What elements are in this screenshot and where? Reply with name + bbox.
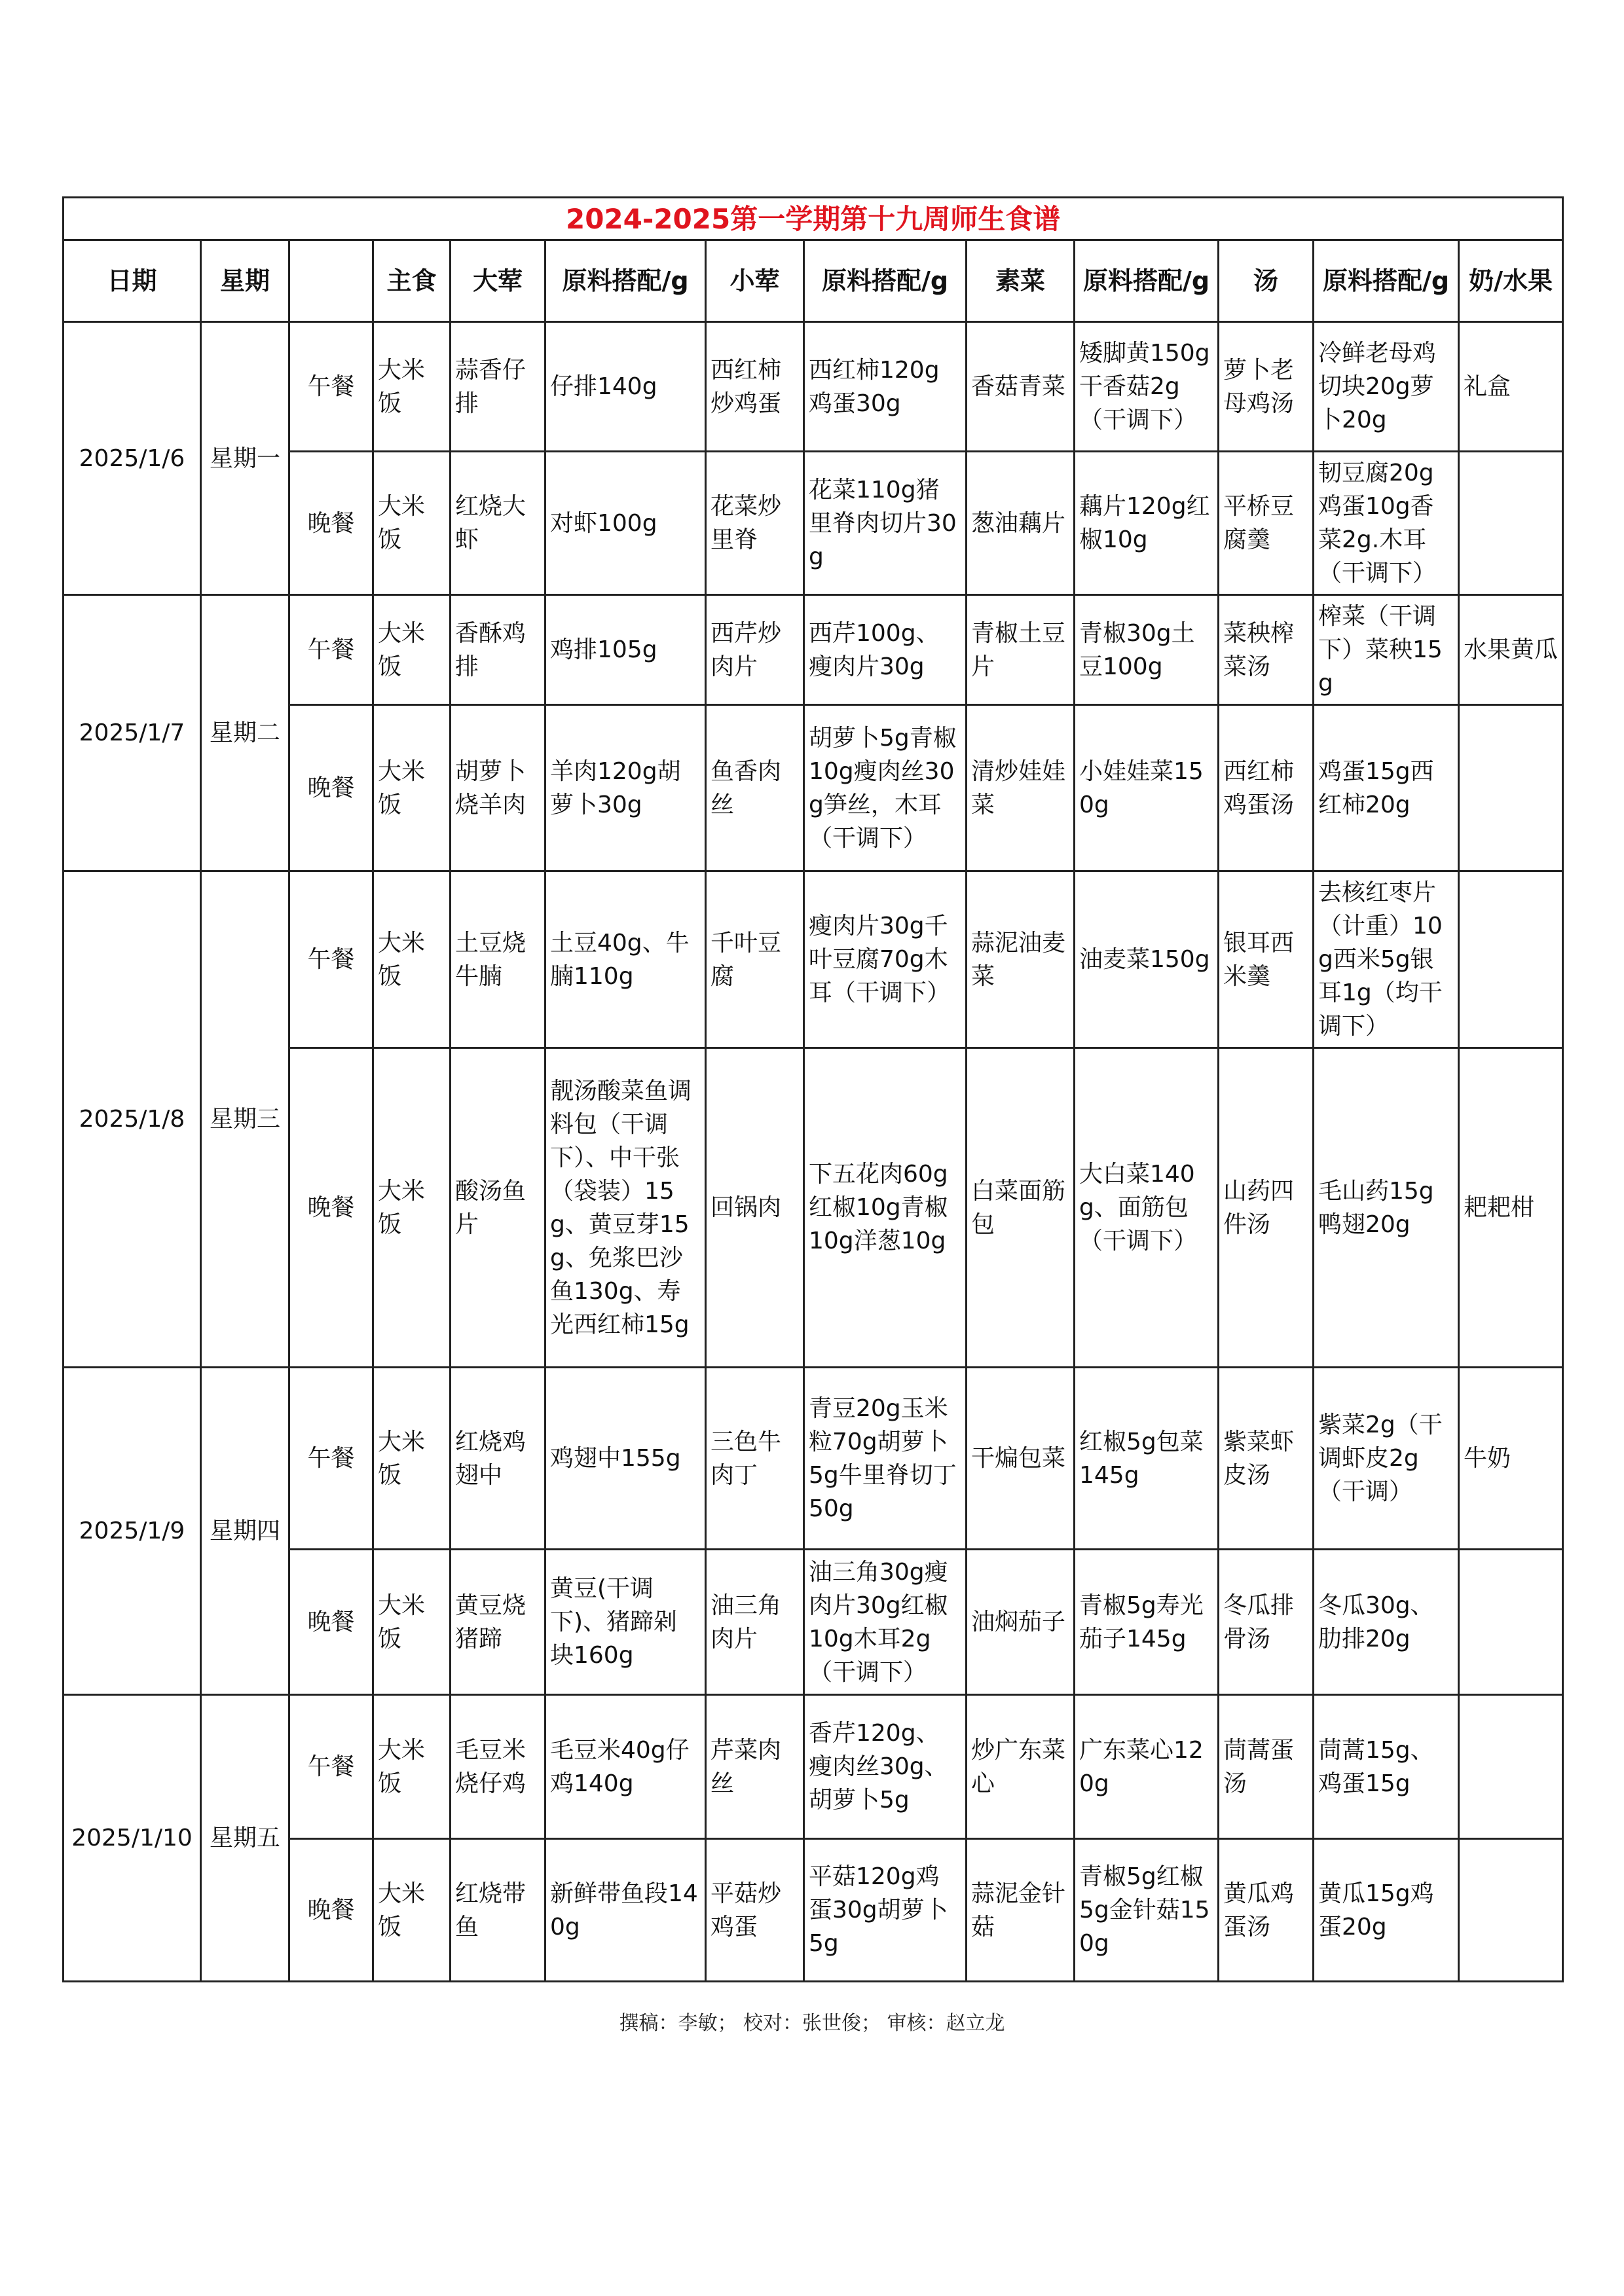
side-dish-cell: 西芹炒肉片 bbox=[706, 595, 804, 705]
header-milk-fruit: 奶/水果 bbox=[1459, 240, 1563, 322]
header-meal bbox=[289, 240, 373, 322]
soup-cell: 冬瓜排骨汤 bbox=[1219, 1550, 1314, 1695]
meal-cell: 午餐 bbox=[289, 595, 373, 705]
meal-cell: 午餐 bbox=[289, 322, 373, 452]
main-dish-cell: 胡萝卜烧羊肉 bbox=[451, 705, 545, 871]
header-date: 日期 bbox=[64, 240, 201, 322]
soup-cell: 平桥豆腐羹 bbox=[1219, 452, 1314, 595]
header-side-ingredients: 原料搭配/g bbox=[804, 240, 967, 322]
meal-cell: 晚餐 bbox=[289, 1550, 373, 1695]
side-dish-cell: 鱼香肉丝 bbox=[706, 705, 804, 871]
header-main-dish: 大荤 bbox=[451, 240, 545, 322]
vegetable-cell: 油焖茄子 bbox=[967, 1550, 1075, 1695]
meal-cell: 晚餐 bbox=[289, 1048, 373, 1368]
date-cell: 2025/1/10 bbox=[64, 1695, 201, 1982]
milk-fruit-cell bbox=[1459, 1550, 1563, 1695]
vegetable-cell: 干煸包菜 bbox=[967, 1368, 1075, 1550]
vegetable-cell: 香菇青菜 bbox=[967, 322, 1075, 452]
main-ingredients-cell: 羊肉120g胡萝卜30g bbox=[545, 705, 706, 871]
side-ingredients-cell: 西芹100g、瘦肉片30g bbox=[804, 595, 967, 705]
page-title: 2024-2025第一学期第十九周师生食谱 bbox=[64, 198, 1563, 240]
date-cell: 2025/1/6 bbox=[64, 322, 201, 595]
main-ingredients-cell: 土豆40g、牛腩110g bbox=[545, 871, 706, 1048]
side-ingredients-cell: 胡萝卜5g青椒10g瘦肉丝30g笋丝，木耳（干调下） bbox=[804, 705, 967, 871]
soup-cell: 山药四件汤 bbox=[1219, 1048, 1314, 1368]
main-ingredients-cell: 鸡排105g bbox=[545, 595, 706, 705]
header-staple: 主食 bbox=[373, 240, 451, 322]
menu-table bbox=[62, 196, 1564, 1982]
vegetable-ingredients-cell: 青椒5g红椒5g金针菇150g bbox=[1075, 1839, 1219, 1982]
side-ingredients-cell: 青豆20g玉米粒70g胡萝卜5g牛里脊切丁50g bbox=[804, 1368, 967, 1550]
main-dish-cell: 酸汤鱼片 bbox=[451, 1048, 545, 1368]
side-dish-cell: 三色牛肉丁 bbox=[706, 1368, 804, 1550]
soup-ingredients-cell: 紫菜2g（干调虾皮2g（干调） bbox=[1314, 1368, 1459, 1550]
header-soup: 汤 bbox=[1219, 240, 1314, 322]
main-ingredients-cell: 黄豆(干调下)、猪蹄剁块160g bbox=[545, 1550, 706, 1695]
staple-cell: 大米饭 bbox=[373, 1839, 451, 1982]
soup-cell: 萝卜老母鸡汤 bbox=[1219, 322, 1314, 452]
staple-cell: 大米饭 bbox=[373, 452, 451, 595]
soup-cell: 银耳西米羹 bbox=[1219, 871, 1314, 1048]
main-dish-cell: 红烧鸡翅中 bbox=[451, 1368, 545, 1550]
milk-fruit-cell bbox=[1459, 1695, 1563, 1839]
main-ingredients-cell: 靓汤酸菜鱼调料包（干调下）、中干张（袋装）15g、黄豆芽15g、免浆巴沙鱼130g、寿光西红柿15g bbox=[545, 1048, 706, 1368]
weekday-cell: 星期五 bbox=[201, 1695, 289, 1982]
meal-cell: 晚餐 bbox=[289, 452, 373, 595]
soup-ingredients-cell: 韧豆腐20g鸡蛋10g香菜2g.木耳（干调下） bbox=[1314, 452, 1459, 595]
vegetable-ingredients-cell: 油麦菜150g bbox=[1075, 871, 1219, 1048]
soup-ingredients-cell: 去核红枣片（计重）10g西米5g银耳1g（均干调下） bbox=[1314, 871, 1459, 1048]
staple-cell: 大米饭 bbox=[373, 1048, 451, 1368]
staple-cell: 大米饭 bbox=[373, 1695, 451, 1839]
soup-cell: 黄瓜鸡蛋汤 bbox=[1219, 1839, 1314, 1982]
meal-cell: 午餐 bbox=[289, 1695, 373, 1839]
staple-cell: 大米饭 bbox=[373, 871, 451, 1048]
main-ingredients-cell: 仔排140g bbox=[545, 322, 706, 452]
main-dish-cell: 蒜香仔排 bbox=[451, 322, 545, 452]
side-ingredients-cell: 瘦肉片30g千叶豆腐70g木耳（干调下） bbox=[804, 871, 967, 1048]
milk-fruit-cell bbox=[1459, 871, 1563, 1048]
vegetable-ingredients-cell: 青椒5g寿光茄子145g bbox=[1075, 1550, 1219, 1695]
milk-fruit-cell bbox=[1459, 705, 1563, 871]
vegetable-ingredients-cell: 青椒30g土豆100g bbox=[1075, 595, 1219, 705]
side-dish-cell: 西红柿炒鸡蛋 bbox=[706, 322, 804, 452]
meal-row bbox=[64, 871, 1563, 1048]
soup-cell: 茼蒿蛋汤 bbox=[1219, 1695, 1314, 1839]
side-dish-cell: 平菇炒鸡蛋 bbox=[706, 1839, 804, 1982]
vegetable-ingredients-cell: 广东菜心120g bbox=[1075, 1695, 1219, 1839]
main-dish-cell: 红烧大虾 bbox=[451, 452, 545, 595]
vegetable-cell: 葱油藕片 bbox=[967, 452, 1075, 595]
milk-fruit-cell: 耙耙柑 bbox=[1459, 1048, 1563, 1368]
vegetable-cell: 青椒土豆片 bbox=[967, 595, 1075, 705]
side-dish-cell: 千叶豆腐 bbox=[706, 871, 804, 1048]
soup-cell: 菜秧榨菜汤 bbox=[1219, 595, 1314, 705]
vegetable-cell: 清炒娃娃菜 bbox=[967, 705, 1075, 871]
milk-fruit-cell: 礼盒 bbox=[1459, 322, 1563, 452]
header-vegetable-ingredients: 原料搭配/g bbox=[1075, 240, 1219, 322]
staple-cell: 大米饭 bbox=[373, 595, 451, 705]
meal-row bbox=[64, 1695, 1563, 1839]
main-dish-cell: 香酥鸡排 bbox=[451, 595, 545, 705]
footer-credits: 撰稿：李敏； 校对：张世俊； 审核：赵立龙 bbox=[619, 2012, 1005, 2035]
header-vegetable: 素菜 bbox=[967, 240, 1075, 322]
main-ingredients-cell: 新鲜带鱼段140g bbox=[545, 1839, 706, 1982]
meal-cell: 午餐 bbox=[289, 871, 373, 1048]
soup-ingredients-cell: 冷鲜老母鸡切块20g萝卜20g bbox=[1314, 322, 1459, 452]
meal-cell: 晚餐 bbox=[289, 705, 373, 871]
header-weekday: 星期 bbox=[201, 240, 289, 322]
staple-cell: 大米饭 bbox=[373, 1550, 451, 1695]
vegetable-ingredients-cell: 大白菜140g、面筋包（干调下） bbox=[1075, 1048, 1219, 1368]
header-main-ingredients: 原料搭配/g bbox=[545, 240, 706, 322]
header-row bbox=[64, 240, 1563, 322]
main-ingredients-cell: 毛豆米40g仔鸡140g bbox=[545, 1695, 706, 1839]
soup-ingredients-cell: 毛山药15g鸭翅20g bbox=[1314, 1048, 1459, 1368]
soup-ingredients-cell: 茼蒿15g、鸡蛋15g bbox=[1314, 1695, 1459, 1839]
weekday-cell: 星期二 bbox=[201, 595, 289, 871]
meal-row bbox=[64, 322, 1563, 452]
weekday-cell: 星期四 bbox=[201, 1368, 289, 1695]
staple-cell: 大米饭 bbox=[373, 705, 451, 871]
date-cell: 2025/1/7 bbox=[64, 595, 201, 871]
milk-fruit-cell: 牛奶 bbox=[1459, 1368, 1563, 1550]
header-side-dish: 小荤 bbox=[706, 240, 804, 322]
vegetable-ingredients-cell: 矮脚黄150g干香菇2g（干调下） bbox=[1075, 322, 1219, 452]
vegetable-ingredients-cell: 藕片120g红椒10g bbox=[1075, 452, 1219, 595]
side-ingredients-cell: 花菜110g猪里脊肉切片30g bbox=[804, 452, 967, 595]
main-dish-cell: 土豆烧牛腩 bbox=[451, 871, 545, 1048]
header-soup-ingredients: 原料搭配/g bbox=[1314, 240, 1459, 322]
side-dish-cell: 花菜炒里脊 bbox=[706, 452, 804, 595]
main-ingredients-cell: 鸡翅中155g bbox=[545, 1368, 706, 1550]
meal-cell: 晚餐 bbox=[289, 1839, 373, 1982]
vegetable-cell: 蒜泥金针菇 bbox=[967, 1839, 1075, 1982]
vegetable-ingredients-cell: 小娃娃菜150g bbox=[1075, 705, 1219, 871]
side-ingredients-cell: 油三角30g瘦肉片30g红椒10g木耳2g（干调下） bbox=[804, 1550, 967, 1695]
meal-row bbox=[64, 1368, 1563, 1550]
main-dish-cell: 红烧带鱼 bbox=[451, 1839, 545, 1982]
main-dish-cell: 黄豆烧猪蹄 bbox=[451, 1550, 545, 1695]
soup-ingredients-cell: 黄瓜15g鸡蛋20g bbox=[1314, 1839, 1459, 1982]
meal-cell: 午餐 bbox=[289, 1368, 373, 1550]
main-ingredients-cell: 对虾100g bbox=[545, 452, 706, 595]
side-ingredients-cell: 下五花肉60g红椒10g青椒10g洋葱10g bbox=[804, 1048, 967, 1368]
staple-cell: 大米饭 bbox=[373, 322, 451, 452]
side-dish-cell: 芹菜肉丝 bbox=[706, 1695, 804, 1839]
date-cell: 2025/1/8 bbox=[64, 871, 201, 1368]
soup-cell: 紫菜虾皮汤 bbox=[1219, 1368, 1314, 1550]
side-ingredients-cell: 西红柿120g鸡蛋30g bbox=[804, 322, 967, 452]
vegetable-cell: 蒜泥油麦菜 bbox=[967, 871, 1075, 1048]
vegetable-cell: 白菜面筋包 bbox=[967, 1048, 1075, 1368]
vegetable-cell: 炒广东菜心 bbox=[967, 1695, 1075, 1839]
side-ingredients-cell: 平菇120g鸡蛋30g胡萝卜5g bbox=[804, 1839, 967, 1982]
milk-fruit-cell bbox=[1459, 452, 1563, 595]
meal-row bbox=[64, 595, 1563, 705]
side-dish-cell: 油三角肉片 bbox=[706, 1550, 804, 1695]
date-cell: 2025/1/9 bbox=[64, 1368, 201, 1695]
soup-ingredients-cell: 鸡蛋15g西红柿20g bbox=[1314, 705, 1459, 871]
main-dish-cell: 毛豆米烧仔鸡 bbox=[451, 1695, 545, 1839]
title-row bbox=[64, 198, 1563, 240]
side-dish-cell: 回锅肉 bbox=[706, 1048, 804, 1368]
soup-ingredients-cell: 冬瓜30g、肋排20g bbox=[1314, 1550, 1459, 1695]
vegetable-ingredients-cell: 红椒5g包菜145g bbox=[1075, 1368, 1219, 1550]
milk-fruit-cell: 水果黄瓜 bbox=[1459, 595, 1563, 705]
staple-cell: 大米饭 bbox=[373, 1368, 451, 1550]
weekday-cell: 星期三 bbox=[201, 871, 289, 1368]
soup-cell: 西红柿鸡蛋汤 bbox=[1219, 705, 1314, 871]
milk-fruit-cell bbox=[1459, 1839, 1563, 1982]
soup-ingredients-cell: 榨菜（干调下）菜秧15g bbox=[1314, 595, 1459, 705]
weekday-cell: 星期一 bbox=[201, 322, 289, 595]
side-ingredients-cell: 香芹120g、瘦肉丝30g、胡萝卜5g bbox=[804, 1695, 967, 1839]
